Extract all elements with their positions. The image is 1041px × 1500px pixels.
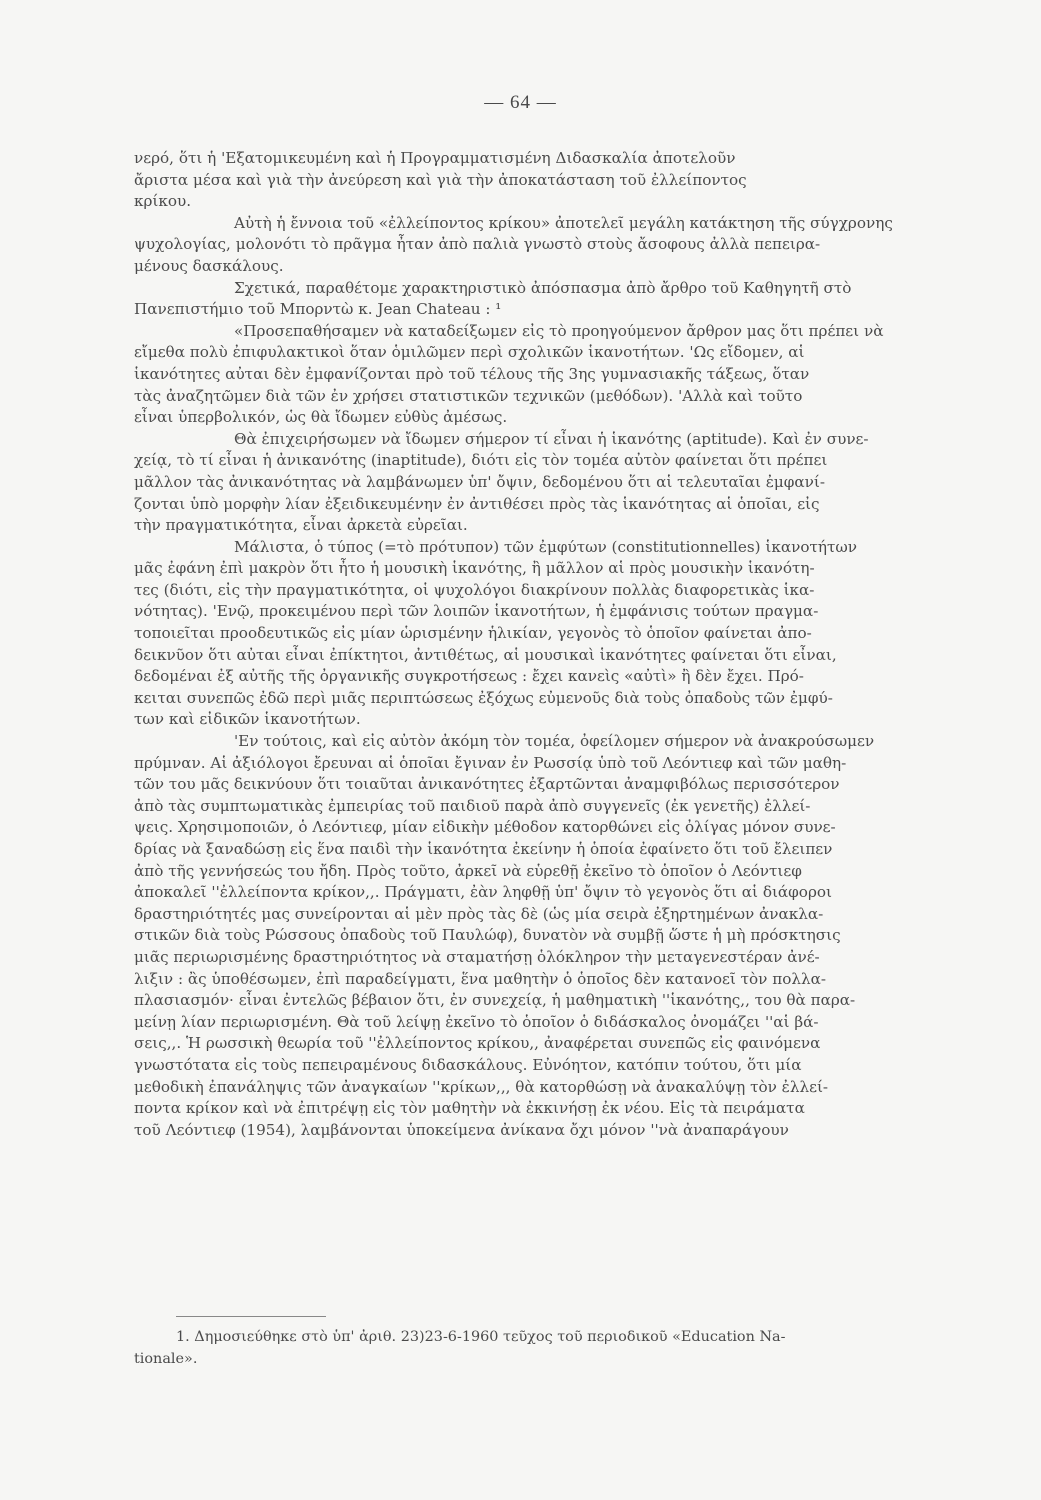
text-line: σεις,,. Ἡ ρωσσικὴ θεωρία τοῦ ''ἐλλείποντος κρίκου,, ἀναφέρεται συνεπῶς εἰς φαινόμενα xyxy=(134,1034,821,1053)
text-line: τοῦ Λεόντιεφ (1954), λαμβάνονται ὑποκείμενα ἀνίκανα ὄχι μόνον ''νὰ ἀναπαράγουν xyxy=(134,1120,789,1139)
text-line: ἱκανότητες αὐται δὲν ἐμφανίζονται πρὸ τοῦ τέλους τῆς 3ης γυμνασιακῆς τάξεως, ὅταν xyxy=(134,364,810,383)
text-line: ψυχολογίας, μολονότι τὸ πρᾶγμα ἦταν ἀπὸ παλιὰ γνωστὸ στοὺς ἄσοφους ἀλλὰ πεπειρα- xyxy=(134,235,821,254)
page-number: — 64 — xyxy=(484,92,557,113)
text-line: τοποιεῖται προοδευτικῶς εἰς μίαν ὡρισμένην ἡλικίαν, γεγονὸς τὸ ὁποῖον φαίνεται ἀπο- xyxy=(134,624,812,643)
text-line: δεικνῦον ὅτι αὐται εἶναι ἐπίκτητοι, ἀντιθέτως, αἱ μουσικαὶ ἱκανότητες φαίνεται ὅτι εἶναι, xyxy=(134,645,837,664)
text-line: Αὐτὴ ἡ ἔννοια τοῦ «ἐλλείποντος κρίκου» ἀποτελεῖ μεγάλη κατάκτηση τῆς σύγχρονης xyxy=(234,213,893,232)
text-line: μᾶς ἐφάνη ἐπὶ μακρὸν ὅτι ἦτο ἡ μουσικὴ ἱκανότης, ἢ μᾶλλον αἱ πρὸς μουσικὴν ἱκανότη- xyxy=(134,559,815,578)
text-line: στικῶν διὰ τοὺς Ρώσσους ὀπαδοὺς τοῦ Παυλώφ), δυνατὸν νὰ συμβῇ ὥστε ἡ μὴ πρόσκτησις xyxy=(134,926,841,945)
text-line: ἀπὸ τὰς συμπτωματικὰς ἐμπειρίας τοῦ παιδιοῦ παρὰ ἀπὸ συγγενεῖς (ἐκ γενετῆς) ἐλλεί- xyxy=(134,796,811,815)
text-line: λιξιν : ἂς ὑποθέσωμεν, ἐπὶ παραδείγματι, ἕνα μαθητὴν ὁ ὁποῖος δὲν κατανοεῖ τὸν πολλα- xyxy=(134,969,826,988)
text-line: γνωστότατα εἰς τοὺς πεπειραμένους διδασκάλους. Εὐνόητον, κατόπιν τούτου, ὅτι μία xyxy=(134,1055,802,1074)
text-line: κειται συνεπῶς ἐδῶ περὶ μιᾶς περιπτώσεως ἐξόχως εὐμενοῦς διὰ τοὺς ὀπαδοὺς τῶν ἐμφύ- xyxy=(134,688,833,707)
text-line: τες (διότι, εἰς τὴν πραγματικότητα, οἱ ψυχολόγοι διακρίνουν πολλὰς διαφορετικὰς ἱκα- xyxy=(134,580,815,599)
text-line: 'Εν τούτοις, καὶ εἰς αὐτὸν ἀκόμη τὸν τομέα, ὀφείλομεν σήμερον νὰ ἀνακρούσωμεν xyxy=(234,732,875,751)
text-line: χείᾳ, τὸ τί εἶναι ἡ ἀνικανότης (inaptitude), διότι εἰς τὸν τομέα αὐτὸν φαίνεται ὅτι πρέπει xyxy=(134,451,828,470)
text-line: Μάλιστα, ὁ τύπος (=τὸ πρότυπον) τῶν ἐμφύτων (constitutionnelles) ἱκανοτήτων xyxy=(234,537,858,556)
footnote xyxy=(134,1326,922,1370)
footnote-line: tionale». xyxy=(134,1351,198,1367)
text-line: ἀπὸ τῆς γεννήσεώς του ἤδη. Πρὸς τοῦτο, ἀρκεῖ νὰ εὑρεθῇ ἐκεῖνο τὸ ὁποῖον ὁ Λεόντιεφ xyxy=(134,861,802,880)
footnote-line: 1. Δημοσιεύθηκε στὸ ὑπ' ἀριθ. 23)23-6-1960 τεῦχος τοῦ περιοδικοῦ «Education Na- xyxy=(176,1329,786,1345)
text-line: τῶν του μᾶς δεικνύουν ὅτι τοιαῦται ἀνικανότητες ἐξαρτῶνται ἀναμφιβόλως περισσότερον xyxy=(134,775,840,794)
text-line: μιᾶς περιωρισμένης δραστηριότητος νὰ σταματήσῃ ὁλόκληρον τὴν μεταγενεστέραν ἀνέ- xyxy=(134,947,820,966)
text-line: ποντα κρίκον καὶ νὰ ἐπιτρέψῃ εἰς τὸν μαθητὴν νὰ ἐκκινήσῃ ἐκ νέου. Εἰς τὰ πειράματα xyxy=(134,1099,805,1118)
text-line: τὰς ἀναζητῶμεν διὰ τῶν ἐν χρήσει στατιστικῶν τεχνικῶν (μεθόδων). 'Αλλὰ καὶ τοῦτο xyxy=(134,386,803,405)
text-line: εἴμεθα πολὺ ἐπιφυλακτικοὶ ὅταν ὁμιλῶμεν περὶ σχολικῶν ἱκανοτήτων. 'Ως εἴδομεν, αἱ xyxy=(134,343,805,362)
text-line: δρίας νὰ ξαναδώσῃ εἰς ἕνα παιδὶ τὴν ἱκανότητα ἐκείνην ἡ ὁποία ἐφαίνετο ὅτι τοῦ ἔλειπεν xyxy=(134,840,833,858)
text-line: μένους δασκάλους. xyxy=(134,256,284,275)
footnote-separator xyxy=(176,1316,326,1317)
text-line: ζονται ὑπὸ μορφὴν λίαν ἐξειδικευμένην ἐν ἀντιθέσει πρὸς τὰς ἱκανότητας αἱ ὁποῖαι, εἰς xyxy=(134,494,820,513)
text-line: νότητας). 'Ενῷ, προκειμένου περὶ τῶν λοιπῶν ἱκανοτήτων, ἡ ἐμφάνισις τούτων πραγμα- xyxy=(134,602,819,621)
text-line: δραστηριότητές μας συνείρονται αἱ μὲν πρὸς τὰς δὲ (ὡς μία σειρὰ ἐξηρτημένων ἀνακλα- xyxy=(134,904,824,923)
text-line: μείνῃ λίαν περιωρισμένη. Θὰ τοῦ λείψῃ ἐκεῖνο τὸ ὁποῖον ὁ διδάσκαλος ὀνομάζει ''αἱ βά- xyxy=(134,1012,819,1031)
body-text xyxy=(134,148,922,1141)
text-line: των καὶ εἰδικῶν ἱκανοτήτων. xyxy=(134,710,361,729)
text-line: εἶναι ὑπερβολικόν, ὡς θὰ ἴδωμεν εὐθὺς ἀμέσως. xyxy=(134,408,508,427)
text-line: νερό, ὅτι ἡ 'Εξατομικευμένη καὶ ἡ Προγραμματισμένη Διδασκαλία ἀποτελοῦν xyxy=(134,149,736,167)
text-line: δεδομέναι ἐξ αὐτῆς τῆς ὀργανικῆς συγκροτήσεως : ἔχει κανεὶς «αὐτὶ» ἢ δὲν ἔχει. Πρό- xyxy=(134,667,804,686)
text-line: ἀποκαλεῖ ''ἐλλείποντα κρίκον,,. Πράγματι, ἐὰν ληφθῇ ὑπ' ὄψιν τὸ γεγονὸς ὅτι αἱ διάφοροι xyxy=(134,883,832,902)
text-line: Σχετικά, παραθέτομε χαρακτηριστικὸ ἀπόσπασμα ἀπὸ ἄρθρο τοῦ Καθηγητῆ στὸ xyxy=(234,278,852,297)
text-line: ἄριστα μέσα καὶ γιὰ τὴν ἀνεύρεση καὶ γιὰ τὴν ἀποκατάσταση τοῦ ἐλλείποντος xyxy=(134,170,747,189)
text-line: μεθοδικὴ ἐπανάληψις τῶν ἀναγκαίων ''κρίκων,,, θὰ κατορθώσῃ νὰ ἀνακαλύψῃ τὸν ἐλλεί- xyxy=(134,1077,829,1096)
text-line: πρύμναν. Αἱ ἀξιόλογοι ἔρευναι αἱ ὁποῖαι ἔγιναν ἐν Ρωσσίᾳ ὑπὸ τοῦ Λεόντιεφ καὶ τῶν μαθη- xyxy=(134,753,847,772)
text-line: ψεις. Χρησιμοποιῶν, ὁ Λεόντιεφ, μίαν εἰδικὴν μέθοδον κατορθώνει εἰς ὀλίγας μόνον συνε- xyxy=(134,818,836,837)
text-line: μᾶλλον τὰς ἀνικανότητας νὰ λαμβάνωμεν ὑπ' ὄψιν, δεδομένου ὅτι αἱ τελευταῖαι ἐμφανί- xyxy=(134,472,825,491)
text-line: τὴν πραγματικότητα, εἶναι ἀρκετὰ εὐρεῖαι. xyxy=(134,516,468,535)
text-line: πλασιασμόν· εἶναι ἐντελῶς βέβαιον ὅτι, ἐν συνεχείᾳ, ἡ μαθηματικὴ ''ἱκανότης,, του θὰ παρα- xyxy=(134,991,856,1010)
text-line: Θὰ ἐπιχειρήσωμεν νὰ ἴδωμεν σήμερον τί εἶναι ἡ ἱκανότης (aptitude). Καὶ ἐν συνε- xyxy=(234,429,869,448)
text-line: «Προσεπαθήσαμεν νὰ καταδείξωμεν εἰς τὸ προηγούμενον ἄρθρον μας ὅτι πρέπει νὰ xyxy=(234,321,884,340)
text-line: κρίκου. xyxy=(134,192,192,211)
text-line: Πανεπιστήμιο τοῦ Μπορντὼ κ. Jean Chateau : ¹ xyxy=(134,300,502,319)
